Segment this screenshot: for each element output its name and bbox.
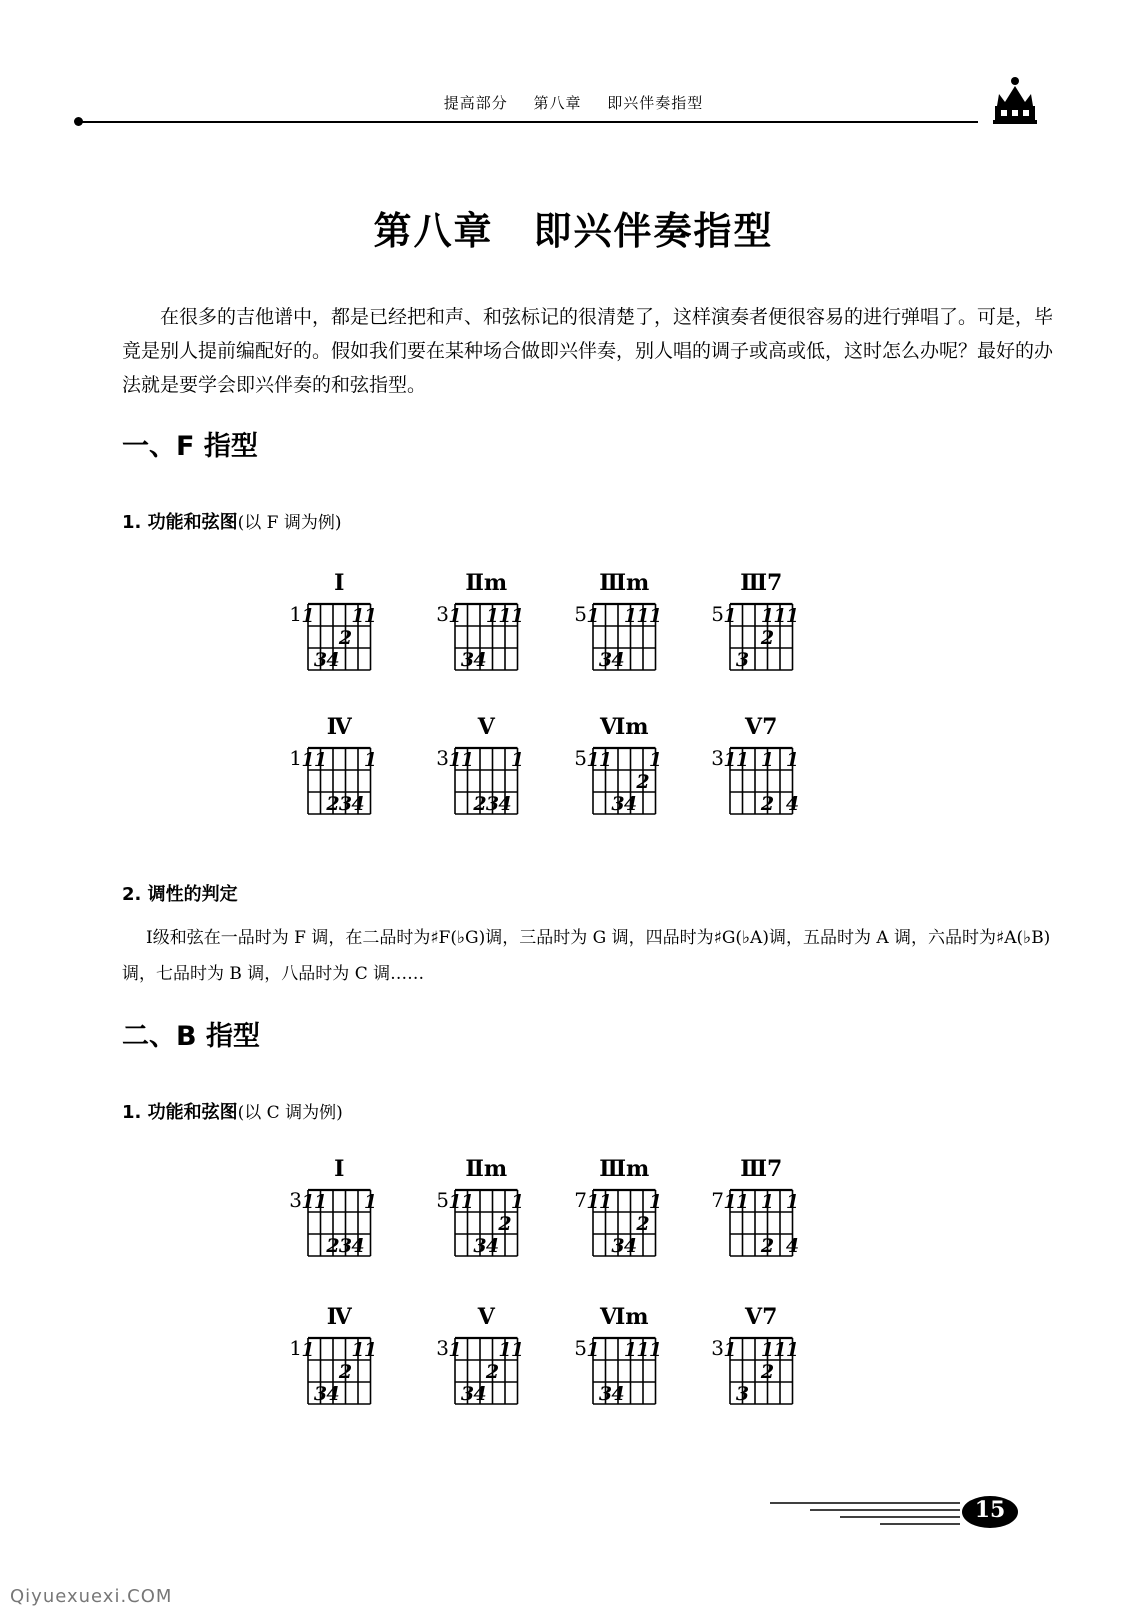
chord-finger: 1 (586, 1339, 600, 1361)
chord-diagram (436, 570, 524, 671)
chord-finger: 1 (773, 605, 787, 627)
chord-fret-number: 1 (289, 746, 302, 770)
chord-name: Ⅴ7 (745, 1304, 778, 1330)
chord-finger: 1 (498, 1339, 512, 1361)
chord-finger: 2 (636, 771, 650, 793)
chord-finger: 4 (623, 1235, 638, 1257)
chord-finger: 1 (363, 605, 378, 627)
chord-name: Ⅳ (326, 1304, 352, 1330)
chord-finger: 1 (598, 749, 613, 771)
chord-finger: 1 (498, 605, 512, 627)
section-heading-b: 二、B 指型 (122, 1021, 260, 1052)
chord-finger: 1 (510, 1191, 525, 1213)
chord-diagram (436, 714, 524, 815)
footer-rule-lines (770, 1497, 960, 1527)
chord-fret-number: 3 (711, 1336, 724, 1360)
key-detect-text: Ⅰ级和弦在一品时为 F 调，在二品时为♯F(♭G)调，三品时为 G 调，四品时为♯G(♭A)调，五品时为 A 调，六品时为♯A(♭B)调，七品时为 B 调，八品时为 C 调…… (122, 928, 1051, 984)
header-rule (78, 121, 978, 123)
chord-finger: 1 (598, 1191, 613, 1213)
chord-finger: 4 (485, 1235, 500, 1257)
chord-finger: 1 (735, 749, 750, 771)
chord-fret-number: 7 (711, 1188, 724, 1212)
chord-finger: 1 (460, 749, 475, 771)
header-section: 提高部分 (443, 94, 508, 112)
chord-finger: 1 (313, 1191, 328, 1213)
chord-finger: 3 (473, 1235, 487, 1257)
chord-finger: 1 (313, 749, 328, 771)
chord-finger: 2 (636, 1213, 650, 1235)
chord-finger: 3 (611, 1235, 625, 1257)
chord-finger: 1 (301, 1191, 315, 1213)
chord-name: Ⅲm (599, 570, 650, 596)
chord-finger: 1 (623, 605, 638, 627)
subheading-b-chords-label: 1. 功能和弦图 (122, 1102, 238, 1123)
chord-finger: 3 (338, 1235, 353, 1257)
chord-finger: 4 (785, 1235, 800, 1257)
chord-finger: 1 (363, 1191, 378, 1213)
chord-finger: 1 (760, 605, 775, 627)
chord-name: Ⅲm (599, 1156, 650, 1182)
chord-finger: 4 (473, 649, 487, 671)
chord-diagram (574, 1304, 662, 1405)
chord-finger: 4 (785, 793, 800, 815)
page-number-badge (960, 1494, 1020, 1530)
chord-finger: 1 (586, 605, 600, 627)
chord-finger: 2 (760, 627, 775, 649)
chord-diagram (289, 714, 377, 815)
running-header (0, 92, 1147, 113)
chord-finger: 1 (301, 605, 315, 627)
chord-name: Ⅳ (326, 714, 352, 740)
chord-finger: 1 (636, 605, 650, 627)
chord-finger: 4 (351, 793, 365, 815)
chord-diagram (711, 1304, 799, 1405)
chord-finger: 2 (485, 1361, 500, 1383)
chord-finger: 1 (773, 1339, 787, 1361)
chord-finger: 1 (448, 1191, 462, 1213)
chord-finger: 1 (760, 749, 775, 771)
chord-finger: 1 (448, 749, 462, 771)
chord-finger: 1 (301, 749, 315, 771)
chord-finger: 1 (723, 749, 737, 771)
chord-finger: 1 (636, 1339, 650, 1361)
chord-finger: 3 (313, 1383, 328, 1405)
chapter-title-name: 即兴伴奏指型 (533, 209, 774, 253)
chord-finger: 3 (735, 649, 750, 671)
chord-finger: 2 (760, 793, 775, 815)
chord-diagram (711, 1156, 799, 1257)
chord-name: Ⅲ7 (740, 1156, 783, 1182)
chord-fret-number: 7 (574, 1188, 587, 1212)
chord-finger: 3 (598, 649, 613, 671)
chord-fret-number: 3 (436, 746, 449, 770)
chord-diagram (289, 570, 377, 671)
chord-finger: 1 (648, 1339, 663, 1361)
chord-name: Ⅵm (599, 714, 649, 740)
chord-finger: 2 (326, 1235, 340, 1257)
chord-finger: 1 (510, 605, 525, 627)
chord-name: Ⅵm (599, 1304, 649, 1330)
chord-name: Ⅰ (334, 1156, 345, 1182)
chord-fret-number: 3 (289, 1188, 302, 1212)
chord-finger: 1 (363, 749, 378, 771)
subheading-b-chords (122, 1098, 343, 1124)
watermark: Qiyuexuexi.COM (10, 1586, 173, 1607)
subheading-f-chords (122, 508, 342, 534)
chord-finger: 1 (510, 1339, 525, 1361)
chord-finger: 4 (473, 1383, 487, 1405)
subheading-b-chords-note: (以 C 调为例) (237, 1103, 343, 1123)
chord-finger: 1 (485, 605, 500, 627)
chord-finger: 1 (785, 1191, 800, 1213)
chord-finger: 1 (363, 1339, 378, 1361)
chord-finger: 4 (611, 649, 625, 671)
chord-finger: 3 (460, 649, 475, 671)
chord-finger: 1 (723, 605, 737, 627)
chord-finger: 1 (785, 605, 800, 627)
chord-finger: 4 (326, 1383, 340, 1405)
header-chapter: 第八章 (533, 94, 582, 112)
chord-name: Ⅴ7 (745, 714, 778, 740)
chord-diagram (574, 570, 662, 671)
section-heading-f: 一、F 指型 (122, 431, 258, 462)
subheading-f-chords-note: (以 F 调为例) (237, 513, 342, 533)
chord-finger: 3 (313, 649, 328, 671)
chord-finger: 1 (648, 1191, 663, 1213)
chord-finger: 2 (760, 1361, 775, 1383)
chord-diagram (711, 570, 799, 671)
chord-finger: 4 (351, 1235, 365, 1257)
chord-name: Ⅱm (465, 1156, 508, 1182)
chord-finger: 1 (648, 749, 663, 771)
chord-fret-number: 1 (289, 602, 302, 626)
chord-finger: 3 (338, 793, 353, 815)
chord-diagram (436, 1156, 524, 1257)
chord-diagram (574, 714, 662, 815)
chord-fret-number: 5 (436, 1188, 449, 1212)
chord-fret-number: 5 (574, 1336, 587, 1360)
chord-diagram (711, 714, 799, 815)
chord-finger: 2 (338, 627, 353, 649)
chord-finger: 2 (326, 793, 340, 815)
chord-finger: 2 (760, 1235, 775, 1257)
header-chapter-name: 即兴伴奏指型 (607, 94, 704, 112)
chord-name: Ⅲ7 (740, 570, 783, 596)
chord-finger: 2 (473, 793, 487, 815)
chapter-title-number: 第八章 (373, 209, 494, 253)
intro-text: 在很多的吉他谱中，都是已经把和声、和弦标记的很清楚了，这样演奏者便很容易的进行弹唱了。可是，毕竟是别人提前编配好的。假如我们要在某种场合做即兴伴奏，别人唱的调子或高或低，这时怎么办呢？最好的办法就是要学会即兴伴奏的和弦指型。 (122, 306, 1054, 396)
chord-diagram (436, 1304, 524, 1405)
chord-finger: 3 (735, 1383, 750, 1405)
chord-finger: 1 (735, 1191, 750, 1213)
chord-finger: 1 (586, 1191, 600, 1213)
chord-name: Ⅴ (477, 714, 495, 740)
chapter-title (0, 200, 1147, 255)
chord-finger: 1 (510, 749, 525, 771)
subheading-f-chords-label: 1. 功能和弦图 (122, 512, 238, 533)
chord-finger: 4 (623, 793, 638, 815)
chord-fret-number: 1 (289, 1336, 302, 1360)
chord-fret-number: 5 (711, 602, 724, 626)
chord-finger: 1 (785, 1339, 800, 1361)
chord-finger: 3 (611, 793, 625, 815)
chord-finger: 2 (498, 1213, 512, 1235)
subheading-key-detect: 2. 调性的判定 (122, 884, 238, 905)
chord-fret-number: 3 (436, 602, 449, 626)
chord-finger: 2 (338, 1361, 353, 1383)
intro-paragraph (122, 300, 1062, 402)
chord-finger: 1 (351, 605, 365, 627)
chord-name: Ⅴ (477, 1304, 495, 1330)
chord-finger: 1 (460, 1191, 475, 1213)
chord-finger: 4 (326, 649, 340, 671)
chord-fret-number: 3 (711, 746, 724, 770)
chord-name: Ⅱm (465, 570, 508, 596)
chord-fret-number: 5 (574, 746, 587, 770)
chord-finger: 1 (586, 749, 600, 771)
page-number: 15 (974, 1497, 1006, 1523)
chord-finger: 3 (460, 1383, 475, 1405)
chord-finger: 1 (351, 1339, 365, 1361)
chord-diagram (289, 1304, 377, 1405)
chord-finger: 1 (760, 1191, 775, 1213)
chord-name: Ⅰ (334, 570, 345, 596)
chord-finger: 1 (301, 1339, 315, 1361)
chord-finger: 1 (648, 605, 663, 627)
chord-finger: 1 (448, 605, 462, 627)
key-detect-paragraph (122, 920, 1062, 992)
chord-fret-number: 3 (436, 1336, 449, 1360)
chord-finger: 1 (448, 1339, 462, 1361)
chord-diagram (574, 1156, 662, 1257)
chord-finger: 4 (498, 793, 512, 815)
chord-finger: 3 (485, 793, 500, 815)
chord-finger: 1 (723, 1191, 737, 1213)
chord-diagram (289, 1156, 377, 1257)
chord-finger: 4 (611, 1383, 625, 1405)
chord-finger: 3 (598, 1383, 613, 1405)
chord-fret-number: 5 (574, 602, 587, 626)
chord-finger: 1 (623, 1339, 638, 1361)
castle-logo-icon (985, 72, 1045, 132)
chord-finger: 1 (723, 1339, 737, 1361)
chord-finger: 1 (760, 1339, 775, 1361)
chord-finger: 1 (785, 749, 800, 771)
